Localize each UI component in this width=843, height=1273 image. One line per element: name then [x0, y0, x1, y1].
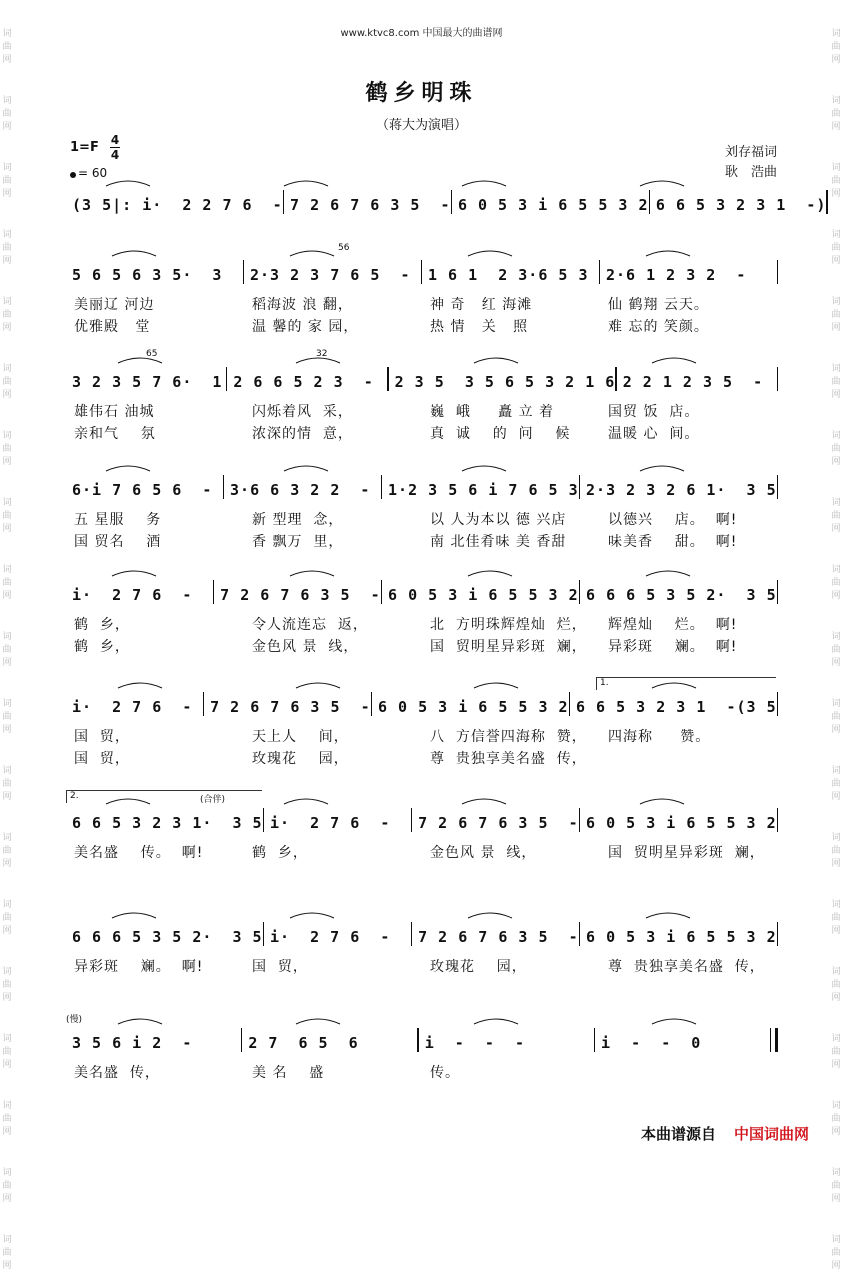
slur [640, 466, 684, 471]
slur [106, 181, 150, 186]
watermark-text: 词 曲 网 [2, 498, 12, 534]
time-signature [110, 134, 120, 161]
lyric-segment: 神 奇 红 海滩 [430, 297, 533, 313]
watermark-text: 词 曲 网 [2, 431, 12, 467]
notation-line [66, 692, 778, 716]
lyric-line [66, 423, 778, 443]
watermark-text: 词 曲 网 [2, 364, 12, 400]
slur [646, 913, 690, 918]
lyric-segment: 尊 贵独享美名盛 传， [608, 959, 765, 975]
lyric-line [66, 531, 778, 551]
measure: 6 0 5 3 i 6 5 5 3 2 [378, 698, 569, 716]
lyric-segment: 鹤 乡， [74, 617, 130, 633]
measure: 2 3 5 3 5 6 5 3 2 1 6 [394, 373, 616, 391]
lyric-segment: 国 贸明星异彩斑 斓， [430, 639, 587, 655]
measure: 5 6 5 6 3 5· 3 [72, 266, 223, 284]
composer: 耿 浩曲 [724, 165, 777, 180]
measure: 6 0 5 3 i 6 5 5 3 2 [388, 586, 579, 604]
notation-line [66, 367, 778, 391]
slur [290, 571, 334, 576]
measure: 1·2 3 5 6 i 7 6 5 3 [388, 481, 579, 499]
grace-note: 32 [316, 349, 328, 359]
lyric-segment: 异彩斑 斓。 啊! [74, 959, 204, 975]
watermark-text: 词 曲 网 [831, 163, 841, 199]
measure: 2·3 2 3 7 6 5 - [250, 266, 411, 284]
watermark-text: 词 曲 网 [831, 498, 841, 534]
slur [290, 913, 334, 918]
notation-line [66, 475, 778, 499]
slur [652, 358, 696, 363]
slur [468, 571, 512, 576]
watermark-text: 词 曲 网 [831, 431, 841, 467]
watermark-text: 词 曲 网 [831, 230, 841, 266]
watermark-text: 词 曲 网 [831, 766, 841, 802]
measure: 6 6 5 3 2 3 1 -(3 5 [575, 698, 777, 716]
watermark-text: 词 曲 网 [2, 163, 12, 199]
measure: 6 6 5 3 2 3 1 -) [655, 196, 827, 214]
lyric-segment: 国 贸， [74, 729, 130, 745]
tempo-change-mark: (慢) [66, 1015, 83, 1025]
measure: 3·6 6 3 2 2 - [230, 481, 371, 499]
barline [777, 922, 778, 946]
lyric-segment: 四海称 赞。 [608, 729, 711, 745]
barline [777, 367, 778, 391]
measure: i· 2 7 6 - [269, 928, 391, 946]
watermark-text: 词 曲 网 [831, 632, 841, 668]
lyric-segment: 浓深的情 意， [252, 426, 353, 442]
slur [468, 913, 512, 918]
watermark-text: 词 曲 网 [2, 29, 12, 65]
measure: 7 2 6 7 6 3 5 - [210, 698, 371, 716]
score-row [66, 922, 778, 1012]
site-header: www.ktvc8.com 中国最大的曲谱网 [340, 28, 503, 39]
singer-credit: （蒋大为演唱） [375, 118, 467, 133]
grace-note: 56 [338, 243, 350, 253]
slur [462, 799, 506, 804]
barline [777, 580, 778, 604]
lyric-segment: 美名盛 传， [74, 1065, 160, 1081]
watermark-text: 词 曲 网 [2, 1235, 12, 1271]
slur [118, 683, 162, 688]
lyric-segment: 美 名 盛 [252, 1065, 325, 1081]
watermark-text: 词 曲 网 [2, 565, 12, 601]
watermark-text: 词 曲 网 [2, 632, 12, 668]
slur [296, 1019, 340, 1024]
measure: 6 0 5 3 i 6 5 5 3 2 [586, 814, 777, 832]
score-row [66, 260, 778, 350]
watermark-text: 词 曲 网 [2, 1168, 12, 1204]
watermark-text: 词 曲 网 [831, 364, 841, 400]
measure: i - - 0 [601, 1034, 702, 1052]
barline [777, 692, 778, 716]
watermark-text: 词 曲 网 [831, 833, 841, 869]
notation-line [66, 922, 778, 946]
watermark-text: 词 曲 网 [2, 699, 12, 735]
lyric-line [66, 509, 778, 529]
watermark-text: 词 曲 网 [831, 96, 841, 132]
slur [284, 799, 328, 804]
watermark-text: 词 曲 网 [831, 565, 841, 601]
lyric-segment: 南 北佳肴味 美 香甜 [430, 534, 567, 550]
measure: i· 2 7 6 - [269, 814, 391, 832]
watermark-text: 词 曲 网 [831, 967, 841, 1003]
lyric-segment [600, 1062, 778, 1082]
lyric-segment: 热 情 关 照 [430, 319, 529, 335]
lyric-segment: 优雅殿 堂 [74, 319, 151, 335]
watermark-text: 词 曲 网 [2, 297, 12, 333]
barline [777, 475, 778, 499]
lyricist: 刘存福词 [724, 145, 777, 160]
lyric-segment: 真 诚 的 问 候 [430, 426, 571, 442]
lyric-line [66, 636, 778, 656]
right-watermark-strip [829, 0, 843, 1271]
slur [112, 913, 156, 918]
slur [652, 1019, 696, 1024]
lyric-segment: 鹤 乡， [74, 639, 130, 655]
lyric-segment: 金色风 景 线， [252, 639, 359, 655]
lyric-segment: 尊 贵独享美名盛 传， [430, 751, 587, 767]
footer-source-label: 本曲谱源自 [640, 1125, 716, 1143]
measure: i· 2 7 6 - [72, 698, 193, 716]
measure: 7 2 6 7 6 3 5 - [220, 586, 381, 604]
lyric-segment: 仙 鹤翔 云天。 [608, 297, 709, 313]
score-row [66, 1028, 778, 1118]
slur [106, 466, 150, 471]
watermark-text: 词 曲 网 [2, 900, 12, 936]
measure: 3 5 6 i 2 - [72, 1034, 193, 1052]
lyric-segment: 美名盛 传。 啊! [74, 845, 204, 861]
lyric-segment: 新 型理 念， [252, 512, 344, 528]
lyric-segment: 天上人 间， [252, 729, 349, 745]
time-signature-bottom: 4 [110, 148, 120, 162]
watermark-text: 词 曲 网 [2, 766, 12, 802]
lyric-line [66, 316, 778, 336]
lyric-segment: 温暖 心 间。 [608, 426, 700, 442]
lyric-line [66, 294, 778, 314]
measure: 2 6 6 5 2 3 - [233, 373, 374, 391]
notation-line [66, 580, 778, 604]
credits [725, 143, 777, 183]
lyric-segment: 玫瑰花 园， [430, 959, 527, 975]
watermark-text: 词 曲 网 [2, 833, 12, 869]
lyric-segment: 令人流连忘 返， [252, 617, 368, 633]
lyric-segment: 味美香 甜。 啊! [608, 534, 738, 550]
lyric-segment: 稻海波 浪 翻， [252, 297, 353, 313]
measure: 7 2 6 7 6 3 5 - [418, 928, 579, 946]
slur [462, 466, 506, 471]
slur [646, 571, 690, 576]
lyric-segment: 国 贸， [74, 751, 130, 767]
slur [474, 358, 518, 363]
lyric-segment: 辉煌灿 烂。 啊! [608, 617, 738, 633]
time-signature-top: 4 [110, 133, 120, 147]
first-ending-bracket: 1. [596, 677, 776, 690]
watermark-text: 词 曲 网 [831, 1034, 841, 1070]
notation-line [66, 260, 778, 284]
slur [284, 466, 328, 471]
lyric-segment: 巍 峨 矗 立 着 [430, 404, 555, 420]
watermark-text: 词 曲 网 [831, 900, 841, 936]
slur [462, 181, 506, 186]
slur [640, 799, 684, 804]
measure: 3 2 3 5 7 6· 1 [72, 373, 223, 391]
measure: 2 7 6 5 6 [248, 1034, 359, 1052]
lyric-segment: 五 星服 务 [74, 512, 162, 528]
score-row [66, 580, 778, 670]
lyric-line [66, 1062, 778, 1082]
lyric-segment: 香 飘万 里， [252, 534, 344, 550]
barline [777, 260, 778, 284]
lyric-segment: 金色风 景 线， [430, 845, 537, 861]
lyric-line [66, 726, 778, 746]
slur [118, 1019, 162, 1024]
lyric-segment: 八 方信誉四海称 赞， [430, 729, 587, 745]
measure: 6 6 6 5 3 5 2· 3 5 [72, 928, 263, 946]
lyric-segment: 美丽辽 河边 [74, 297, 155, 313]
lyric-segment: 闪烁着风 采， [252, 404, 353, 420]
lyric-segment: 国贸 饭 店。 [608, 404, 700, 420]
measure: 2·6 1 2 3 2 - [606, 266, 747, 284]
measure: 6·i 7 6 5 6 - [72, 481, 213, 499]
lyric-line [66, 956, 778, 976]
measure: 6 0 5 3 i 6 5 5 3 2 [457, 196, 649, 214]
lyric-segment: 鹤 乡， [252, 845, 308, 861]
watermark-text: 词 曲 网 [831, 29, 841, 65]
lyric-segment: 国 贸， [252, 959, 308, 975]
lyric-line [66, 401, 778, 421]
chorus-mark: (合伴) [200, 795, 226, 805]
lyric-segment: 国 贸名 酒 [74, 534, 162, 550]
measure: 2·3 2 3 2 6 1· 3 5 [586, 481, 777, 499]
watermark-text: 词 曲 网 [2, 96, 12, 132]
lyric-segment: 传。 [430, 1065, 460, 1081]
score-row [66, 808, 778, 898]
notation-line [66, 808, 778, 832]
score-row [66, 367, 778, 457]
measure: 2 2 1 2 3 5 - [622, 373, 764, 391]
notation-line [66, 190, 827, 214]
measure: (3 5|: i· 2 2 7 6 - [72, 196, 283, 214]
lyric-line [66, 614, 778, 634]
slur [296, 683, 340, 688]
lyric-segment: 雄伟石 油城 [74, 404, 155, 420]
slur [284, 181, 328, 186]
second-ending-bracket: 2. [66, 790, 262, 803]
score-row [66, 692, 778, 782]
lyric-segment: 国 贸明星异彩斑 斓， [608, 845, 765, 861]
measure: 6 0 5 3 i 6 5 5 3 2 [586, 928, 777, 946]
footer-brand: 中国词曲网 [733, 1125, 809, 1143]
slur [112, 571, 156, 576]
barline [826, 190, 827, 214]
measure: i· 2 7 6 - [72, 586, 193, 604]
measure: 7 2 6 7 6 3 5 - [290, 196, 451, 214]
measure: 1 6 1 2 3·6 5 3 [428, 266, 589, 284]
measure: i - - - [424, 1034, 525, 1052]
left-watermark-strip [0, 0, 14, 1271]
key-signature: 1=F [70, 140, 99, 155]
lyric-segment: 异彩斑 斓。 啊! [608, 639, 738, 655]
lyric-segment: 玫瑰花 园， [252, 751, 349, 767]
lyric-line [66, 748, 778, 768]
measure: 6 6 5 3 2 3 1· 3 5 [72, 814, 263, 832]
watermark-text: 词 曲 网 [2, 1101, 12, 1137]
quarter-note-icon [70, 172, 76, 178]
score-row [66, 475, 778, 565]
watermark-text: 词 曲 网 [2, 967, 12, 1003]
tempo-marking [70, 166, 107, 180]
slur [474, 1019, 518, 1024]
lyric-line [66, 842, 778, 862]
grace-note: 65 [146, 349, 158, 359]
slur [474, 683, 518, 688]
watermark-text: 词 曲 网 [2, 1034, 12, 1070]
watermark-text: 词 曲 网 [831, 1101, 841, 1137]
footer [641, 1123, 809, 1144]
song-title: 鹤乡明珠 [365, 80, 478, 106]
watermark-text: 词 曲 网 [831, 699, 841, 735]
tempo-value: = 60 [78, 166, 108, 180]
lyric-segment: 北 方明珠辉煌灿 烂， [430, 617, 587, 633]
watermark-text: 词 曲 网 [831, 297, 841, 333]
measure: 7 2 6 7 6 3 5 - [418, 814, 579, 832]
watermark-text: 词 曲 网 [831, 1235, 841, 1271]
measure: 6 6 6 5 3 5 2· 3 5 [586, 586, 777, 604]
barline [777, 808, 778, 832]
lyric-segment: 难 忘的 笑颜。 [608, 319, 709, 335]
lyric-segment [600, 748, 778, 768]
lyric-segment: 温 馨的 家 园， [252, 319, 359, 335]
watermark-text: 词 曲 网 [2, 230, 12, 266]
notation-line [66, 1028, 778, 1052]
watermark-text: 词 曲 网 [831, 1168, 841, 1204]
lyric-segment: 亲和气 氛 [74, 426, 156, 442]
barline [770, 1028, 778, 1052]
lyric-segment: 以德兴 店。 啊! [608, 512, 738, 528]
lyric-segment: 以 人为本以 德 兴店 [430, 512, 567, 528]
slur [640, 181, 684, 186]
